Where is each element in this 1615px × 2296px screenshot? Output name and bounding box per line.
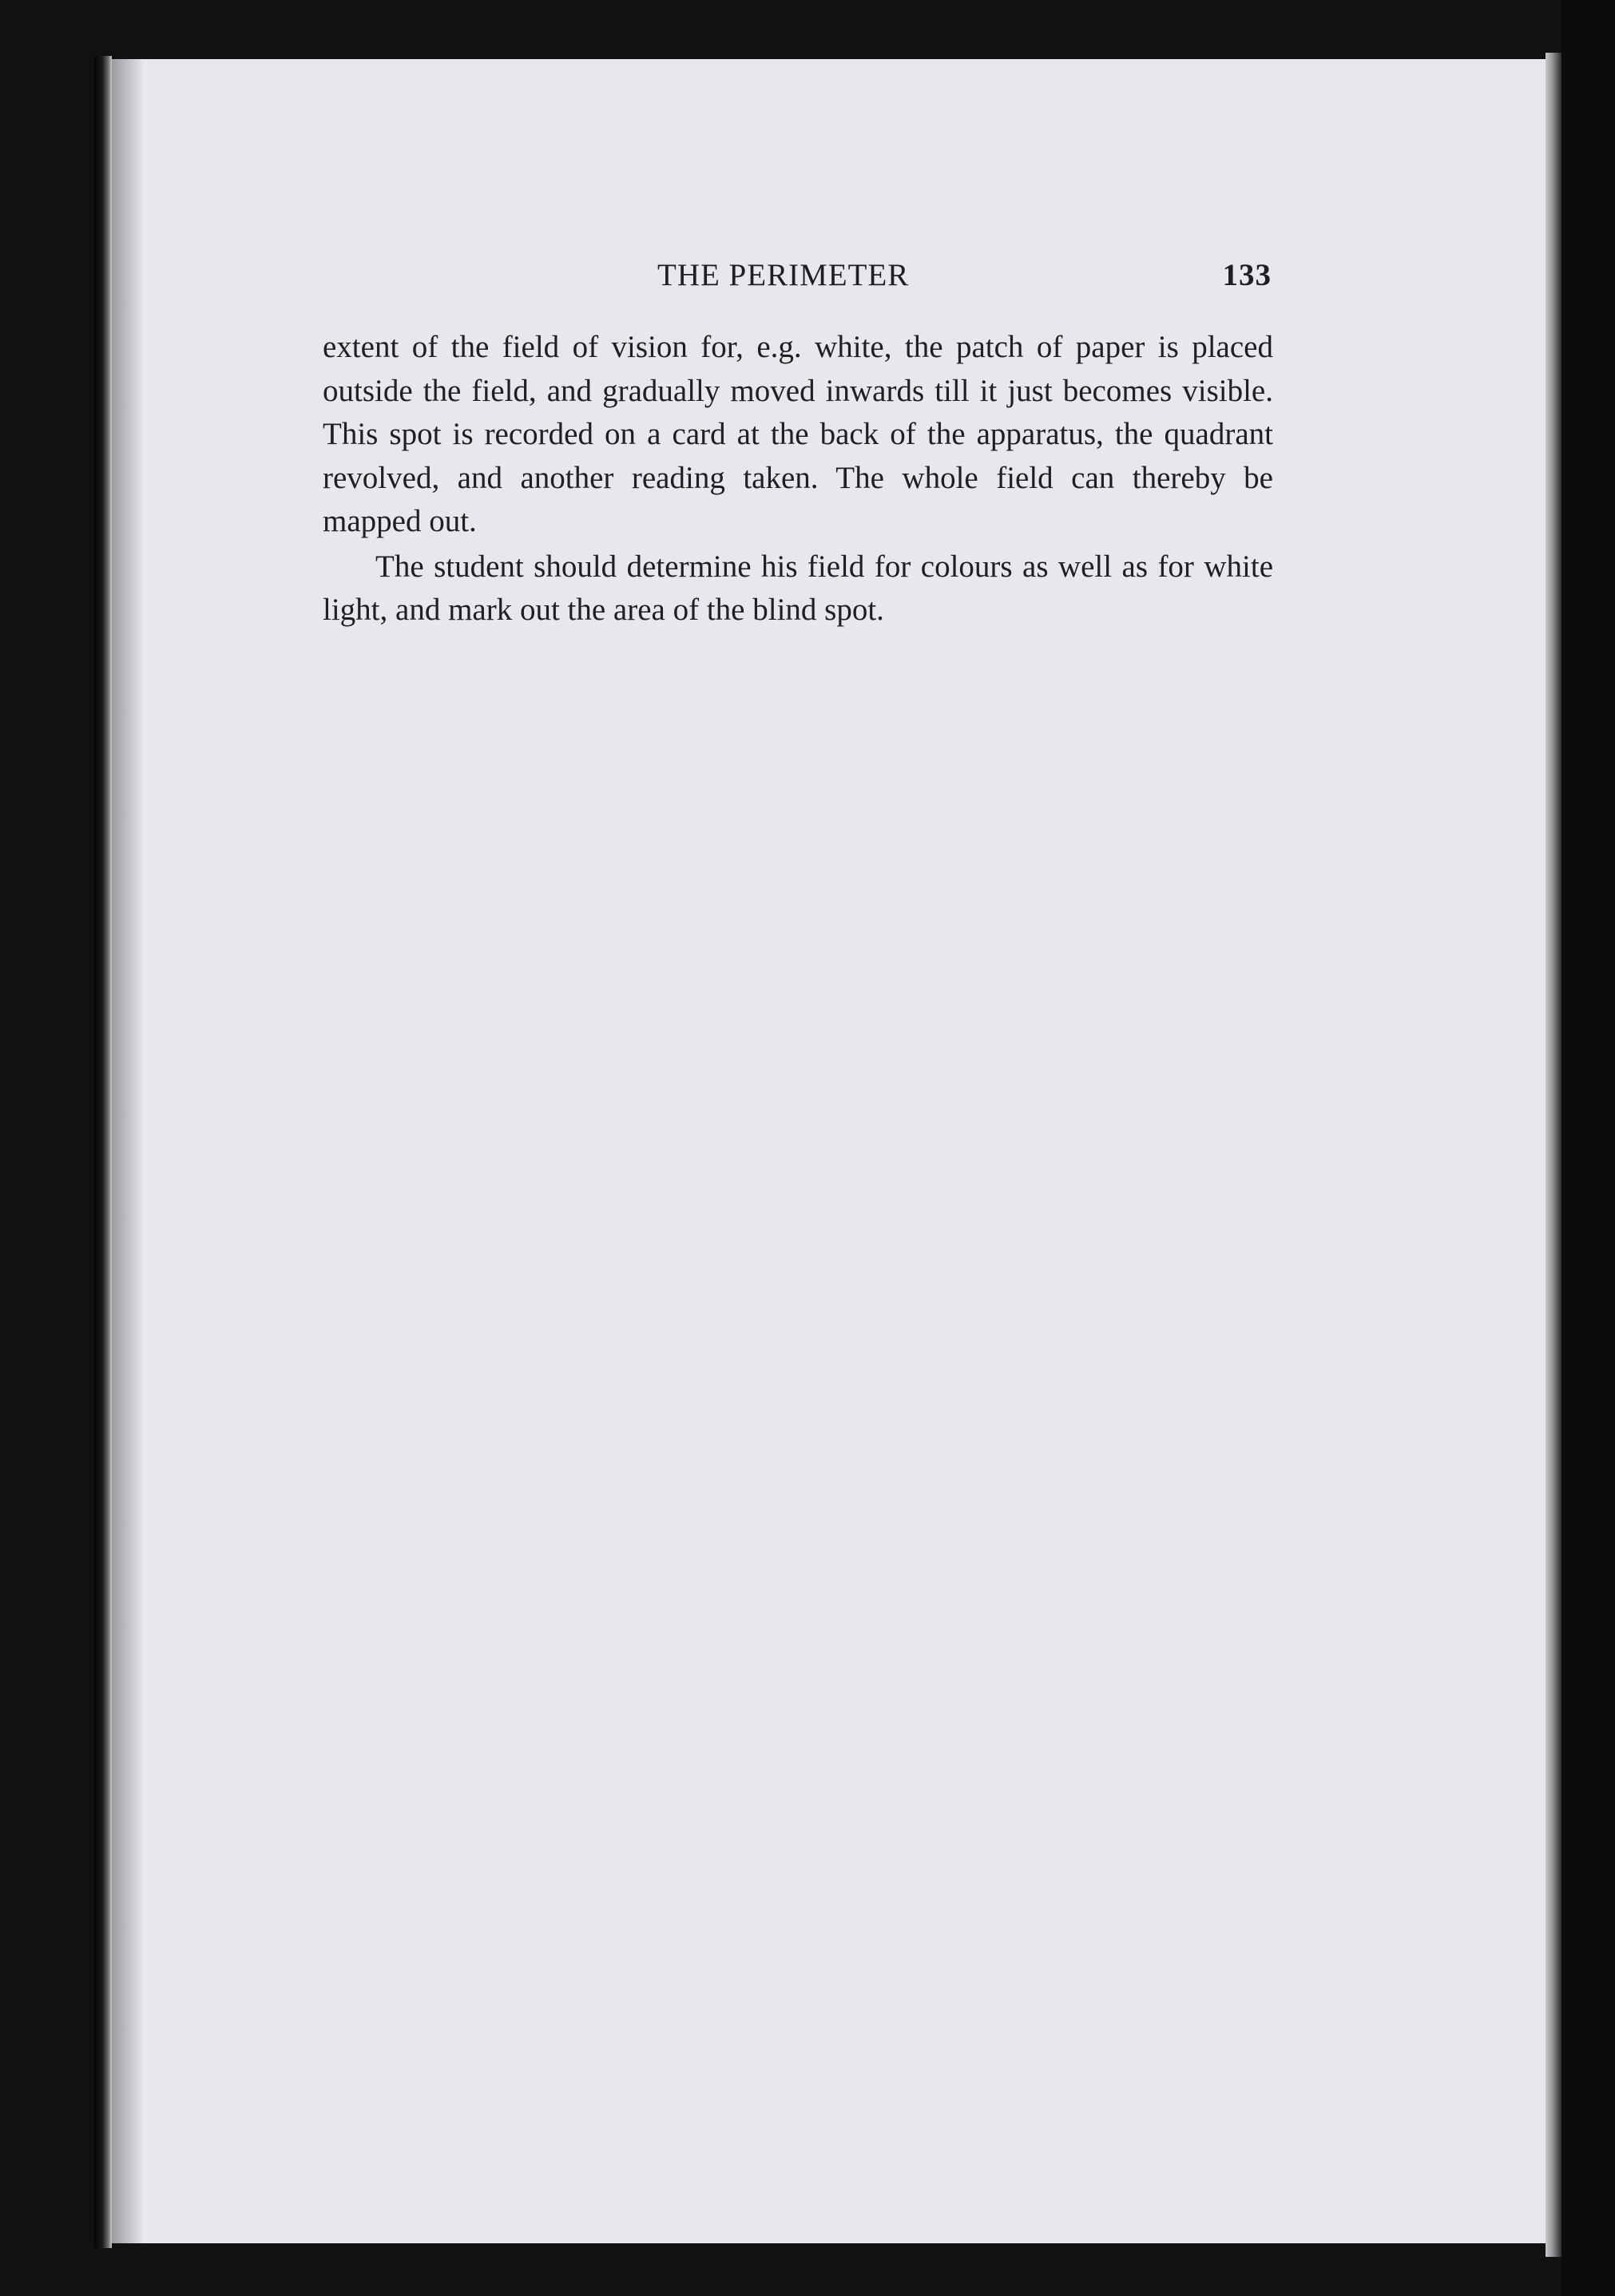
paragraph: extent of the field of vision for, e.g. white, the patch of paper is placed outside the field, and gradually moved inwards till it just becomes visible. This spot is recorded on a card at the back of the apparatus, the quadrant revolved, and another reading taken. The whole field can thereby be mapped out. — [323, 330, 1273, 538]
running-title: THE PERIMETER — [657, 258, 910, 292]
gutter-shadow — [112, 59, 144, 2243]
body-text — [323, 326, 1273, 632]
running-head — [324, 257, 1272, 299]
scan-background — [1561, 0, 1615, 2296]
book-binding-edge — [94, 56, 112, 2248]
page-fore-edge — [1546, 53, 1561, 2257]
page-number: 133 — [1222, 258, 1272, 292]
paragraph: The student should determine his field for colours as well as for white light, and mark out the area of the blind spot. — [323, 549, 1273, 627]
